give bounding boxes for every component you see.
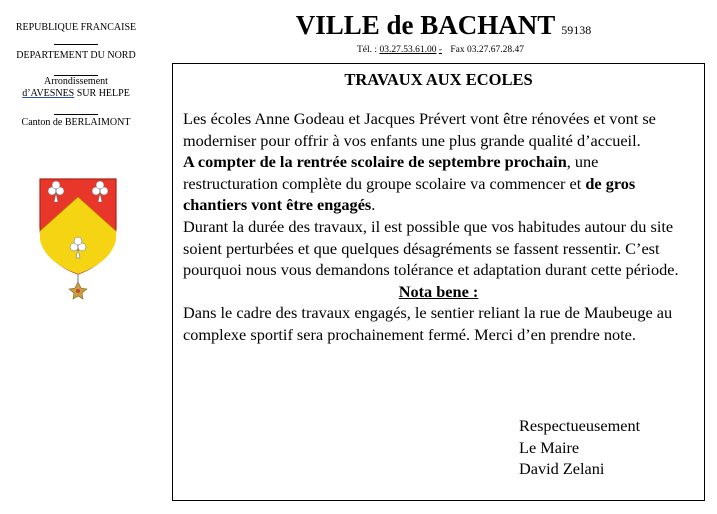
paragraph-4: Dans le cadre des travaux engagés, le sentier reliant la rue de Maubeuge au complexe sportif sera prochainement fermé. Merci d’en prendre note.	[183, 303, 673, 344]
paragraph-1: Les écoles Anne Godeau et Jacques Prévert vont être rénovées et vont se moderniser pour offrir à vos enfants une plus grande qualité d’accueil.	[183, 109, 656, 150]
closing: Respectueusement	[519, 416, 641, 435]
administrative-block	[0, 22, 152, 129]
paragraph-3: Durant la durée des travaux, il est possible que vos habitudes autour du site soient perturbées et que quelques désagréments se fassent ressentir. C’est pourquoi nous vous demandons tolérance et adaptation durant cette période.	[183, 216, 679, 280]
arrondissement-town: AVESNES	[30, 88, 75, 99]
signer-title: Le Maire	[519, 437, 580, 457]
tel-dash: -	[438, 45, 442, 55]
paragraph-2	[183, 151, 694, 216]
signer-name: David Zelani	[519, 459, 605, 479]
notice-body	[183, 108, 694, 346]
title-line	[170, 10, 717, 41]
contact-line	[170, 45, 717, 55]
notice-box	[172, 63, 705, 501]
canton-label: Canton de BERLAIMONT	[21, 117, 131, 128]
arrondissement-prefix: d’	[22, 88, 31, 99]
nota-bene-heading: Nota bene :	[398, 281, 479, 301]
tel-number[interactable]: 03.27.53.61.00	[379, 45, 437, 55]
fax-number: Fax 03.27.67.28.47	[450, 45, 524, 55]
paragraph-2-middle: , une restructuration complète du groupe scolaire va commencer et	[183, 152, 599, 193]
arrondissement-name	[0, 88, 152, 100]
signature-block	[519, 415, 640, 480]
tel-label: Tél. :	[357, 45, 378, 55]
postcode: 59138	[561, 23, 592, 37]
paragraph-2-bold-end: de gros chantiers vont être engagés	[183, 173, 636, 215]
republic-label: REPUBLIQUE FRANCAISE	[15, 22, 137, 33]
department-label: DEPARTEMENT DU NORD	[16, 50, 136, 61]
coat-of-arms-icon	[36, 176, 120, 304]
arrondissement-suffix: SUR HELPE	[74, 88, 130, 99]
paragraph-2-end: .	[371, 195, 376, 215]
notice-title: TRAVAUX AUX ECOLES	[344, 70, 533, 89]
city-name: VILLE de BACHANT	[295, 10, 556, 40]
letterhead	[170, 10, 717, 55]
paragraph-2-bold: A compter de la rentrée scolaire de septembre prochain	[183, 152, 567, 172]
arrondissement-label: Arrondissement	[44, 76, 108, 87]
